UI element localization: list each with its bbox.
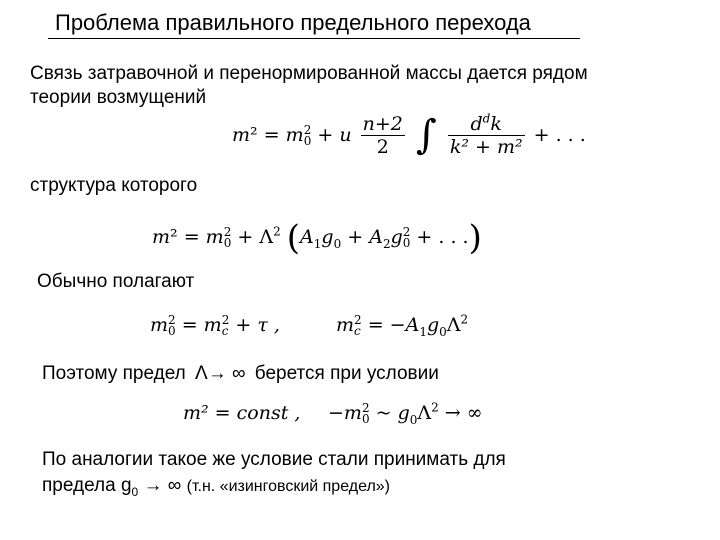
fraction-integrand: $\frac{d^dk}{\text{k² + m²}}$	[449, 111, 523, 158]
fraction-n-plus-2-over-2: $\frac{n+2}{2}$	[362, 112, 403, 158]
paragraph-4: Поэтому предел Λ→ ∞ берется при условии	[42, 363, 439, 384]
equation-mass-const: m² = const ,	[183, 402, 301, 424]
paragraph-1-line-2: теории возмущений	[30, 87, 207, 108]
right-paren: )	[468, 218, 482, 258]
ising-limit-note: (т.н. «изинговский предел»)	[186, 478, 391, 495]
paragraph-1-line-1: Связь затравочной и перенормированной массы дается рядом	[30, 63, 588, 84]
integral-sign: ∫	[415, 112, 437, 158]
equation-critical-mass: m 2 c = $-A_1g_0\Lambda^2$	[336, 312, 469, 339]
paragraph-2: структура которого	[30, 175, 198, 196]
title-underline	[48, 38, 580, 39]
equation-mass-series: m² = m 2 0 + u $\frac{n+2}{2}$ ∫ $\frac{d^dk}{\text{k² + m²}}$ + . . .	[232, 111, 586, 158]
left-paren: (	[286, 218, 301, 258]
paragraph-3: Обычно полагают	[37, 271, 195, 292]
equation-scaling: −m 2 0 ~ $g_0\Lambda^2$ → ∞	[328, 400, 483, 427]
equation-bare-mass: m 2 0 = m 2 c + τ ,	[150, 313, 280, 338]
paragraph-5-line-1: По аналогии такое же условие стали принимать для	[42, 449, 506, 470]
paragraph-5-line-2: предела $g_0$ → ∞ (т.н. «изинговский предел»)	[42, 475, 391, 499]
limit-expression: Λ→ ∞	[195, 363, 246, 384]
equation-mass-structure: m² = m 2 0 + $\Lambda^2$ ($A_1g_0 + A_2g$ 2 0 + . . .)	[152, 218, 482, 258]
slide-title: Проблема правильного предельного перехода	[55, 10, 531, 35]
